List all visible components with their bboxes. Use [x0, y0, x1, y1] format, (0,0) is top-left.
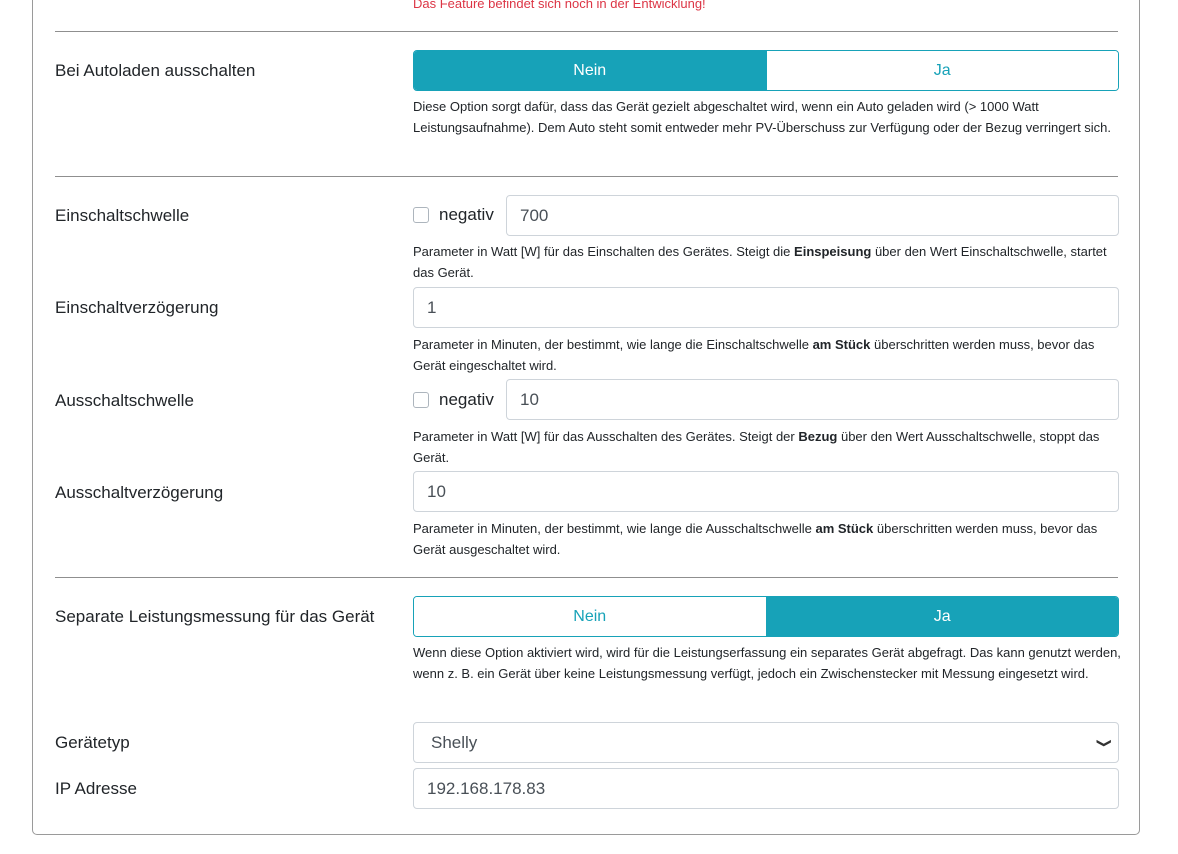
einschaltschwelle-negativ-label: negativ: [439, 205, 494, 224]
ausschaltschwelle-input[interactable]: [506, 379, 1119, 420]
separate-nein-button[interactable]: Nein: [414, 597, 766, 636]
divider: [55, 176, 1118, 177]
ausschaltverzoegerung-label: Ausschaltverzögerung: [55, 483, 224, 502]
separate-measurement-toggle: [413, 596, 1119, 637]
autoload-help: Diese Option sorgt dafür, dass das Gerät gezielt abgeschaltet wird, wenn ein Auto geladen wird (> 1000 Watt Leistungsaufnahme). Dem Auto steht somit entweder mehr PV-Überschuss zur Verfügung oder der Bezug verringert sich.: [413, 99, 1112, 135]
development-warning: Das Feature befindet sich noch in der Entwicklung!: [413, 0, 706, 11]
ausschaltschwelle-help: Parameter in Watt [W] für das Ausschalten des Gerätes. Steigt der Bezug über den Wert Ausschaltschwelle, stoppt das Gerät.: [413, 429, 1100, 465]
einschaltschwelle-negativ-checkbox[interactable]: [413, 205, 494, 225]
einschaltverzoegerung-help: Parameter in Minuten, der bestimmt, wie lange die Einschaltschwelle am Stück überschritten werden muss, bevor das Gerät eingeschaltet wird.: [413, 337, 1095, 373]
geraetetyp-label: Gerätetyp: [55, 733, 130, 752]
autoload-toggle: [413, 50, 1119, 91]
ausschaltschwelle-label: Ausschaltschwelle: [55, 391, 194, 410]
geraetetyp-selected-value: Shelly: [431, 732, 478, 752]
ip-address-label: IP Adresse: [55, 779, 137, 798]
separate-measurement-help: Wenn diese Option aktiviert wird, wird für die Leistungserfassung ein separates Gerät abgefragt. Das kann genutzt werden, wenn z. B. ein Gerät über keine Leistungsmessung verfügt, jedoch ein Zwischenstecker mit Messung eingesetzt wird.: [413, 645, 1121, 681]
geraetetyp-select[interactable]: [413, 722, 1119, 763]
ausschaltverzoegerung-help: Parameter in Minuten, der bestimmt, wie lange die Ausschaltschwelle am Stück überschritten werden muss, bevor das Gerät ausgeschaltet wird.: [413, 521, 1098, 557]
einschaltschwelle-negativ-box[interactable]: [413, 207, 429, 223]
chevron-down-icon: ❯: [1096, 737, 1114, 748]
einschaltschwelle-input[interactable]: [506, 195, 1119, 236]
ausschaltschwelle-negativ-label: negativ: [439, 390, 494, 409]
separate-measurement-label: Separate Leistungsmessung für das Gerät: [55, 607, 375, 626]
divider: [55, 31, 1118, 32]
einschaltschwelle-label: Einschaltschwelle: [55, 206, 190, 225]
ausschaltschwelle-negativ-box[interactable]: [413, 392, 429, 408]
einschaltverzoegerung-label: Einschaltverzögerung: [55, 298, 219, 317]
autoload-ja-button[interactable]: Ja: [766, 51, 1119, 90]
einschaltverzoegerung-input[interactable]: [413, 287, 1119, 328]
autoload-nein-button[interactable]: Nein: [414, 51, 766, 90]
ausschaltschwelle-negativ-checkbox[interactable]: [413, 390, 494, 410]
autoload-label: Bei Autoladen ausschalten: [55, 61, 256, 80]
divider: [55, 577, 1118, 578]
separate-ja-button[interactable]: Ja: [766, 597, 1119, 636]
einschaltschwelle-help: Parameter in Watt [W] für das Einschalten des Gerätes. Steigt die Einspeisung über den Wert Einschaltschwelle, startet das Gerät.: [413, 244, 1107, 280]
ausschaltverzoegerung-input[interactable]: [413, 471, 1119, 512]
ip-address-input[interactable]: [413, 768, 1119, 809]
